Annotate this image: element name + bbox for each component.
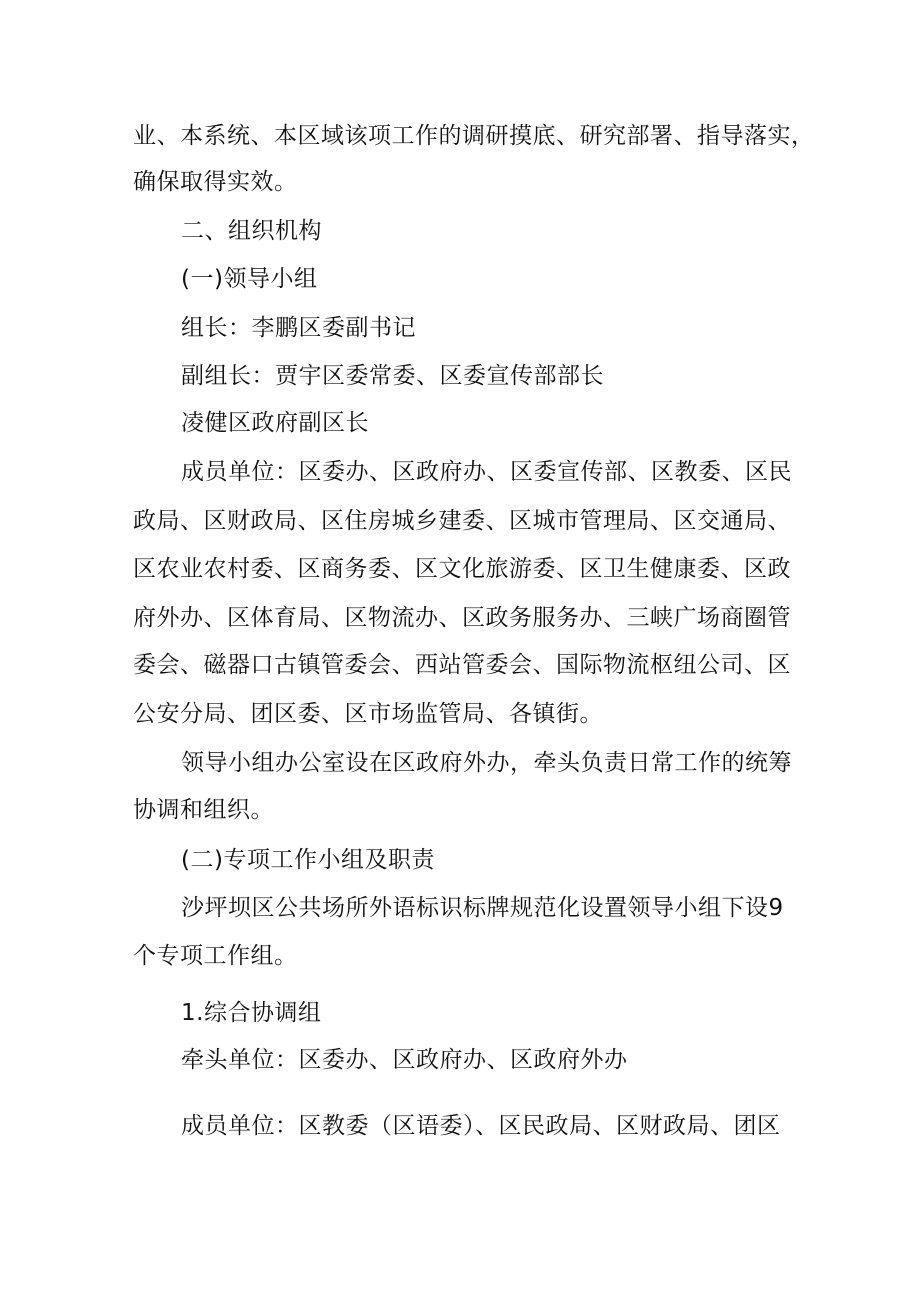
text-line: 协调和组织。 — [133, 797, 274, 823]
text-line: 公安分局、团区委、区市场监管局、各镇街。 — [133, 701, 603, 727]
text-line: 政局、区财政局、区住房城乡建委、区城市管理局、区交通局、 — [133, 508, 791, 534]
text-line: 委会、磁器口古镇管委会、西站管委会、国际物流枢纽公司、区 — [133, 652, 791, 678]
text-line: 副组长：贾宇区委常委、区委宣传部部长 — [181, 363, 604, 389]
text-line: 确保取得实效。 — [133, 169, 298, 195]
subsection-heading: (二)专项工作小组及职责 — [181, 847, 435, 873]
text-line: 牵头单位：区委办、区政府办、区政府外办 — [181, 1047, 628, 1073]
text-line: 府外办、区体育局、区物流办、区政务服务办、三峡广场商圈管 — [133, 605, 791, 631]
text-line: 区农业农村委、区商务委、区文化旅游委、区卫生健康委、区政 — [133, 556, 791, 582]
text-line: 领导小组办公室设在区政府外办，牵头负责日常工作的统筹 — [181, 750, 792, 776]
text-line: 成员单位：区委办、区政府办、区委宣传部、区教委、区民 — [181, 459, 792, 485]
text-line: 组长：李鹏区委副书记 — [181, 315, 416, 341]
text-line: 业、本系统、本区域该项工作的调研摸底、研究部署、指导落实， — [133, 123, 815, 149]
text-line: 成员单位：区教委（区语委）、区民政局、区财政局、团区 — [181, 1113, 781, 1139]
text-line: 凌健区政府副区长 — [181, 410, 369, 436]
text-line: 沙坪坝区公共场所外语标识标牌规范化设置领导小组下设9 — [181, 895, 784, 921]
section-heading: 二、组织机构 — [181, 218, 322, 244]
subsection-heading: (一)领导小组 — [181, 266, 318, 292]
text-line: 个专项工作组。 — [133, 943, 298, 969]
item-heading: 1.综合协调组 — [181, 1000, 322, 1026]
